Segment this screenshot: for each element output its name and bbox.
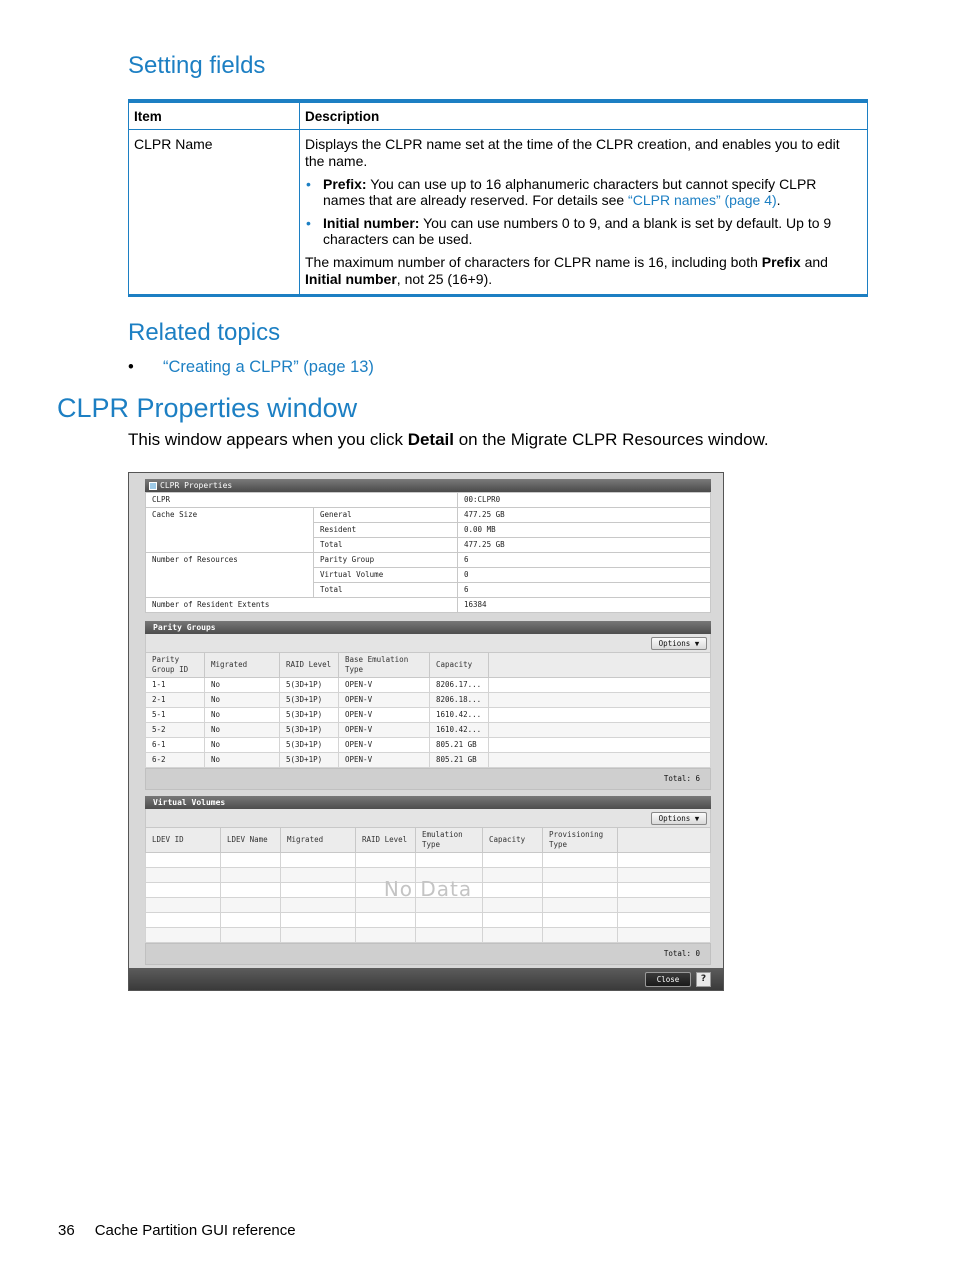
table-cell — [489, 738, 711, 753]
empty-row — [146, 928, 711, 943]
bullet: • — [128, 358, 134, 376]
table-cell: 1610.42... — [430, 723, 489, 738]
related-topics-heading: Related topics — [128, 319, 281, 346]
help-icon[interactable]: ? — [696, 972, 711, 987]
no-data-label: No Data — [383, 877, 473, 901]
table-cell — [543, 853, 618, 868]
properties-table: CLPR 00:CLPR0 Cache Size General 477.25 GB Resident 0.00 MB Total 477.25 GB Number of Resources Parity Group 6 Virtual Volume 0 Total 6 Number of Resident Extents 16384 — [145, 492, 711, 613]
clpr-name-item: CLPR Name — [129, 130, 300, 296]
window-button-bar — [129, 968, 723, 990]
parity-groups-table — [145, 652, 711, 768]
table-row[interactable] — [146, 738, 711, 753]
table-cell: 5(3D+1P) — [280, 753, 339, 768]
table-cell — [221, 853, 281, 868]
table-cell: 805.21 GB — [430, 753, 489, 768]
table-cell — [416, 928, 483, 943]
clpr-names-link[interactable]: “CLPR names” (page 4) — [628, 192, 777, 208]
table-row[interactable] — [146, 708, 711, 723]
table-cell — [483, 853, 543, 868]
table-cell — [483, 928, 543, 943]
parity-groups-section — [145, 621, 711, 790]
page-number: 36 — [58, 1222, 75, 1239]
column-header[interactable]: Capacity — [430, 653, 489, 678]
table-cell: OPEN-V — [339, 708, 430, 723]
table-cell — [356, 928, 416, 943]
footer-title: Cache Partition GUI reference — [94, 1222, 296, 1239]
column-header[interactable]: Base Emulation Type — [339, 653, 430, 678]
table-cell: No — [205, 678, 280, 693]
table-cell: OPEN-V — [339, 678, 430, 693]
desc-intro: Displays the CLPR name set at the time of the CLPR creation, and enables you to edit the name. — [305, 136, 840, 169]
virtual-total: Total: 0 — [145, 943, 711, 965]
table-cell — [146, 928, 221, 943]
table-row — [129, 130, 868, 296]
table-cell: No — [205, 693, 280, 708]
column-header-spacer — [489, 653, 711, 678]
table-cell — [618, 928, 711, 943]
table-cell: 5-1 — [146, 708, 205, 723]
column-header[interactable]: Parity Group ID — [146, 653, 205, 678]
table-cell — [146, 913, 221, 928]
col-description-header: Description — [300, 101, 868, 130]
table-cell: 805.21 GB — [430, 738, 489, 753]
table-cell — [489, 753, 711, 768]
table-cell — [489, 693, 711, 708]
virtual-volumes-section — [145, 796, 711, 965]
table-cell: 8206.18... — [430, 693, 489, 708]
column-header[interactable]: LDEV ID — [146, 828, 221, 853]
col-item-header: Item — [129, 101, 300, 130]
table-cell: 1-1 — [146, 678, 205, 693]
column-header-spacer — [618, 828, 711, 853]
table-cell — [489, 723, 711, 738]
parity-options-button[interactable]: Options ▼ — [651, 637, 707, 650]
column-header[interactable]: RAID Level — [356, 828, 416, 853]
table-cell — [618, 913, 711, 928]
column-header[interactable]: Provisioning Type — [543, 828, 618, 853]
table-cell: 5(3D+1P) — [280, 738, 339, 753]
setting-fields-table — [128, 99, 868, 297]
table-cell — [281, 853, 356, 868]
table-cell: 2-1 — [146, 693, 205, 708]
table-cell: 5(3D+1P) — [280, 678, 339, 693]
desc-list — [305, 176, 862, 247]
setting-fields-heading: Setting fields — [128, 52, 266, 79]
table-cell: No — [205, 738, 280, 753]
virtual-volumes-header: Virtual Volumes — [145, 796, 711, 809]
table-cell — [416, 913, 483, 928]
table-cell — [489, 678, 711, 693]
table-cell: OPEN-V — [339, 753, 430, 768]
table-cell: 6-2 — [146, 753, 205, 768]
table-cell: 5(3D+1P) — [280, 693, 339, 708]
table-cell — [543, 928, 618, 943]
table-row[interactable] — [146, 678, 711, 693]
column-header[interactable]: Emulation Type — [416, 828, 483, 853]
table-row[interactable] — [146, 753, 711, 768]
table-cell — [221, 913, 281, 928]
table-cell: No — [205, 753, 280, 768]
intro-text: This window appears when you click Detail on the Migrate CLPR Resources window. — [128, 430, 769, 449]
table-cell: No — [205, 723, 280, 738]
virtual-options-button[interactable]: Options ▼ — [651, 812, 707, 825]
table-cell: 5(3D+1P) — [280, 708, 339, 723]
prefix-item: • Prefix: You can use up to 16 alphanumeric characters but cannot specify CLPR names that are already reserved. For details see “CLPR names” (page 4). — [323, 176, 862, 208]
empty-row — [146, 853, 711, 868]
page-footer — [58, 1222, 296, 1239]
table-cell — [618, 853, 711, 868]
table-cell — [489, 708, 711, 723]
table-cell — [281, 928, 356, 943]
table-cell: OPEN-V — [339, 723, 430, 738]
table-cell — [146, 853, 221, 868]
parity-groups-header: Parity Groups — [145, 621, 711, 634]
desc-max: The maximum number of characters for CLPR name is 16, including both Prefix and Initial number, not 25 (16+9). — [305, 254, 828, 287]
column-header[interactable]: RAID Level — [280, 653, 339, 678]
table-cell: OPEN-V — [339, 738, 430, 753]
close-button[interactable]: Close — [645, 972, 691, 987]
column-header[interactable]: Migrated — [281, 828, 356, 853]
table-cell — [356, 913, 416, 928]
table-cell: 8206.17... — [430, 678, 489, 693]
table-cell — [416, 853, 483, 868]
clpr-properties-heading: CLPR Properties window — [57, 393, 358, 423]
creating-clpr-link[interactable]: “Creating a CLPR” (page 13) — [163, 358, 374, 376]
parity-total: Total: 6 — [145, 768, 711, 790]
column-header[interactable]: LDEV Name — [221, 828, 281, 853]
table-cell: No — [205, 708, 280, 723]
clpr-name-description — [300, 130, 868, 296]
table-cell: OPEN-V — [339, 693, 430, 708]
table-row[interactable] — [146, 693, 711, 708]
table-cell — [543, 913, 618, 928]
table-cell: 5-2 — [146, 723, 205, 738]
clpr-properties-window — [128, 472, 724, 991]
table-cell: 1610.42... — [430, 708, 489, 723]
table-cell — [281, 913, 356, 928]
window-title-bar: CLPR Properties — [145, 479, 711, 492]
table-cell — [483, 913, 543, 928]
properties-icon — [149, 482, 157, 490]
table-cell: 5(3D+1P) — [280, 723, 339, 738]
initial-number-item: • Initial number: You can use numbers 0 to 9, and a blank is set by default. Up to 9 characters can be used. — [323, 215, 862, 247]
table-row[interactable] — [146, 723, 711, 738]
table-cell — [221, 928, 281, 943]
column-header[interactable]: Capacity — [483, 828, 543, 853]
empty-row — [146, 913, 711, 928]
column-header[interactable]: Migrated — [205, 653, 280, 678]
table-cell: 6-1 — [146, 738, 205, 753]
table-cell — [356, 853, 416, 868]
